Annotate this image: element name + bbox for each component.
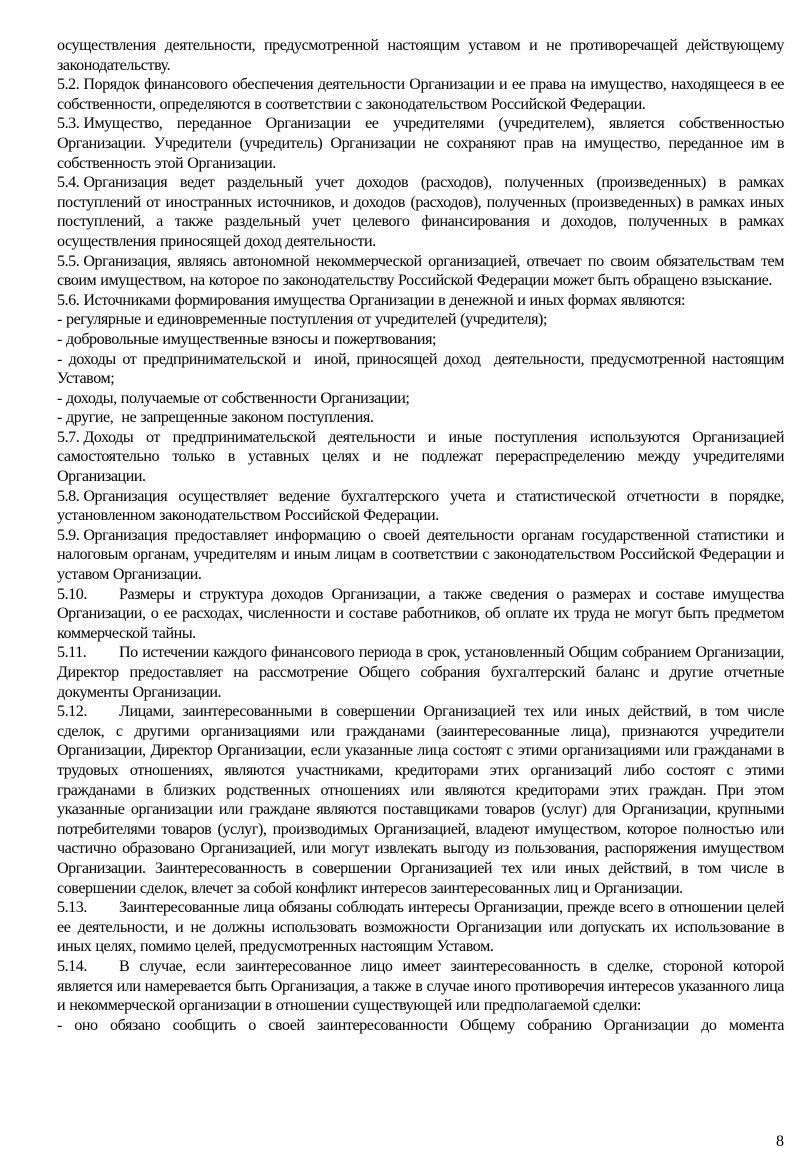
list-item xyxy=(57,1016,784,1036)
clause-number: 5.4. xyxy=(57,174,80,192)
clause-text: Заинтересованные лица обязаны соблюдать интересы Организации, прежде всего в отношении целей ее деятельности, и не должны использовать возможности Организации или допускать их использование в иных целях, помимо целей, предусмотренных настоящим Уставом. xyxy=(57,899,784,956)
list-item-text: - доходы от предпринимательской и иной, приносящей доход деятельности, предусмотренной настоящим Уставом; xyxy=(57,350,789,388)
clause-number: 5.12. xyxy=(57,703,87,721)
document-page xyxy=(57,36,789,1035)
clause-5-5 xyxy=(57,252,784,291)
list-item-text: - регулярные и единовременные поступления от учредителей (учредителя); xyxy=(57,311,547,329)
clause-5-11 xyxy=(57,643,784,702)
clause-text: Порядок финансового обеспечения деятельности Организации и ее права на имущество, находящееся в ее собственности, определяются в соответствии с законодательством Российской Федерации. xyxy=(57,76,784,113)
list-item-text: - доходы, получаемые от собственности Организации; xyxy=(57,389,410,407)
clause-text: Имущество, переданное Организации ее учредителями (учредителем), является собственностью Организации. Учредители (учредитель) Организации не сохраняют прав на имущество, переданное им в собственность этой Организации. xyxy=(57,115,784,172)
clause-number: 5.2. xyxy=(57,76,80,94)
clause-text: По истечении каждого финансового периода в срок, установленный Общим собранием Организации, Директор предоставляет на рассмотрение Общего собрания бухгалтерский баланс и другие отчетные документы Организации. xyxy=(57,644,784,701)
paragraph-continuation xyxy=(57,36,784,75)
paragraph-text: осуществления деятельности, предусмотренной настоящим уставом и не противоречащей действующему законодательству. xyxy=(57,37,784,74)
clause-number: 5.11. xyxy=(57,644,87,662)
clause-number: 5.6. xyxy=(57,291,80,309)
list-item xyxy=(57,389,784,409)
clause-5-14 xyxy=(57,957,784,1016)
clause-text: Организация ведет раздельный учет доходов (расходов), полученных (произведенных) в рамках поступлений от иностранных источников, и доходов (расходов), полученных (произведенных) в рамках иных поступлений, а также раздельный учет целевого финансирования и доходов, полученных в рамках осуществления приносящей доход деятельности. xyxy=(57,174,784,250)
list-item xyxy=(57,310,784,330)
list-item xyxy=(57,330,784,350)
clause-number: 5.9. xyxy=(57,526,80,544)
clause-text: Организация предоставляет информацию о своей деятельности органам государственной статистики и налоговым органам, учредителям и иным лицам в соответствии с законодательством Российской Федерации и уставом Организации. xyxy=(57,526,784,584)
clause-text: Организация осуществляет ведение бухгалтерского учета и статистической отчетности в порядке, установленном законодательством Российской Федерации. xyxy=(57,487,784,525)
clause-5-10 xyxy=(57,585,784,644)
clause-number: 5.13. xyxy=(57,899,87,917)
list-item-text: - добровольные имущественные взносы и пожертвования; xyxy=(57,330,437,348)
clause-5-12 xyxy=(57,702,784,898)
list-item-text: - оно обязано сообщить о своей заинтересованности Общему собранию Организации до момента xyxy=(57,1016,784,1034)
clause-5-9 xyxy=(57,526,784,585)
clause-number: 5.5. xyxy=(57,252,80,270)
clause-text: Размеры и структура доходов Организации, а также сведения о размерах и составе имущества Организации, о ее расходах, численности и составе работников, об оплате их труда не могут быть предметом коммерческой тайны. xyxy=(57,585,784,642)
clause-text: Источниками формирования имущества Организации в денежной и иных формах являются: xyxy=(83,291,686,309)
clause-number: 5.3. xyxy=(57,115,80,133)
clause-number: 5.10. xyxy=(57,585,87,603)
clause-5-6 xyxy=(57,291,784,311)
clause-text: В случае, если заинтересованное лицо имеет заинтересованность в сделке, стороной которой является или намеревается быть Организация, а также в случае иного противоречия интересов указанного лица и некоммерческой организации в отношении существующей или предполагаемой сделки: xyxy=(57,957,784,1015)
clause-text: Организация, являясь автономной некоммерческой организацией, отвечает по своим обязательствам тем своим имуществом, на которое по законодательству Российской Федерации может быть обращено взыскание. xyxy=(57,252,784,290)
clause-number: 5.14. xyxy=(57,957,87,975)
clause-5-8 xyxy=(57,487,784,526)
clause-number: 5.7. xyxy=(57,428,80,446)
clause-5-4 xyxy=(57,173,784,251)
clause-5-13 xyxy=(57,898,784,957)
list-item xyxy=(57,408,784,428)
clause-number: 5.8. xyxy=(57,487,80,505)
clause-text: Лицами, заинтересованными в совершении Организацией тех или иных действий, в том числе сделок, с другими организациями или гражданами (заинтересованные лица), признаются учредители Организации, Директор Организации, если указанные лица состоят с этими организациями или гражданами в трудовых отношениях, являются участниками, кредиторами этих организаций либо состоят с этими гражданами в близких родственных отношениях или являются кредиторами этих граждан. При этом указанные организации или граждане являются поставщиками товаров (услуг) для Организации, крупными потребителями товаров (услуг), производимых Организацией, владеют имуществом, которое полностью или частично образовано Организацией, или могут извлекать выгоду из пользования, распоряжения имуществом Организации. Заинтересованность в совершении Организацией тех или иных действий, в том числе в совершении сделок, влечет за собой конфликт интересов заинтересованных лиц и Организации. xyxy=(57,703,784,897)
clause-5-2 xyxy=(57,75,784,114)
clause-text: Доходы от предпринимательской деятельности и иные поступления используются Организацией самостоятельно только в уставных целях и не подлежат перераспределению между учредителями Организации. xyxy=(57,428,784,486)
clause-5-3 xyxy=(57,114,784,173)
clause-5-7 xyxy=(57,428,784,487)
list-item-text: - другие, не запрещенные законом поступления. xyxy=(57,409,374,427)
list-item xyxy=(57,350,789,389)
page-number: 8 xyxy=(776,1133,784,1150)
